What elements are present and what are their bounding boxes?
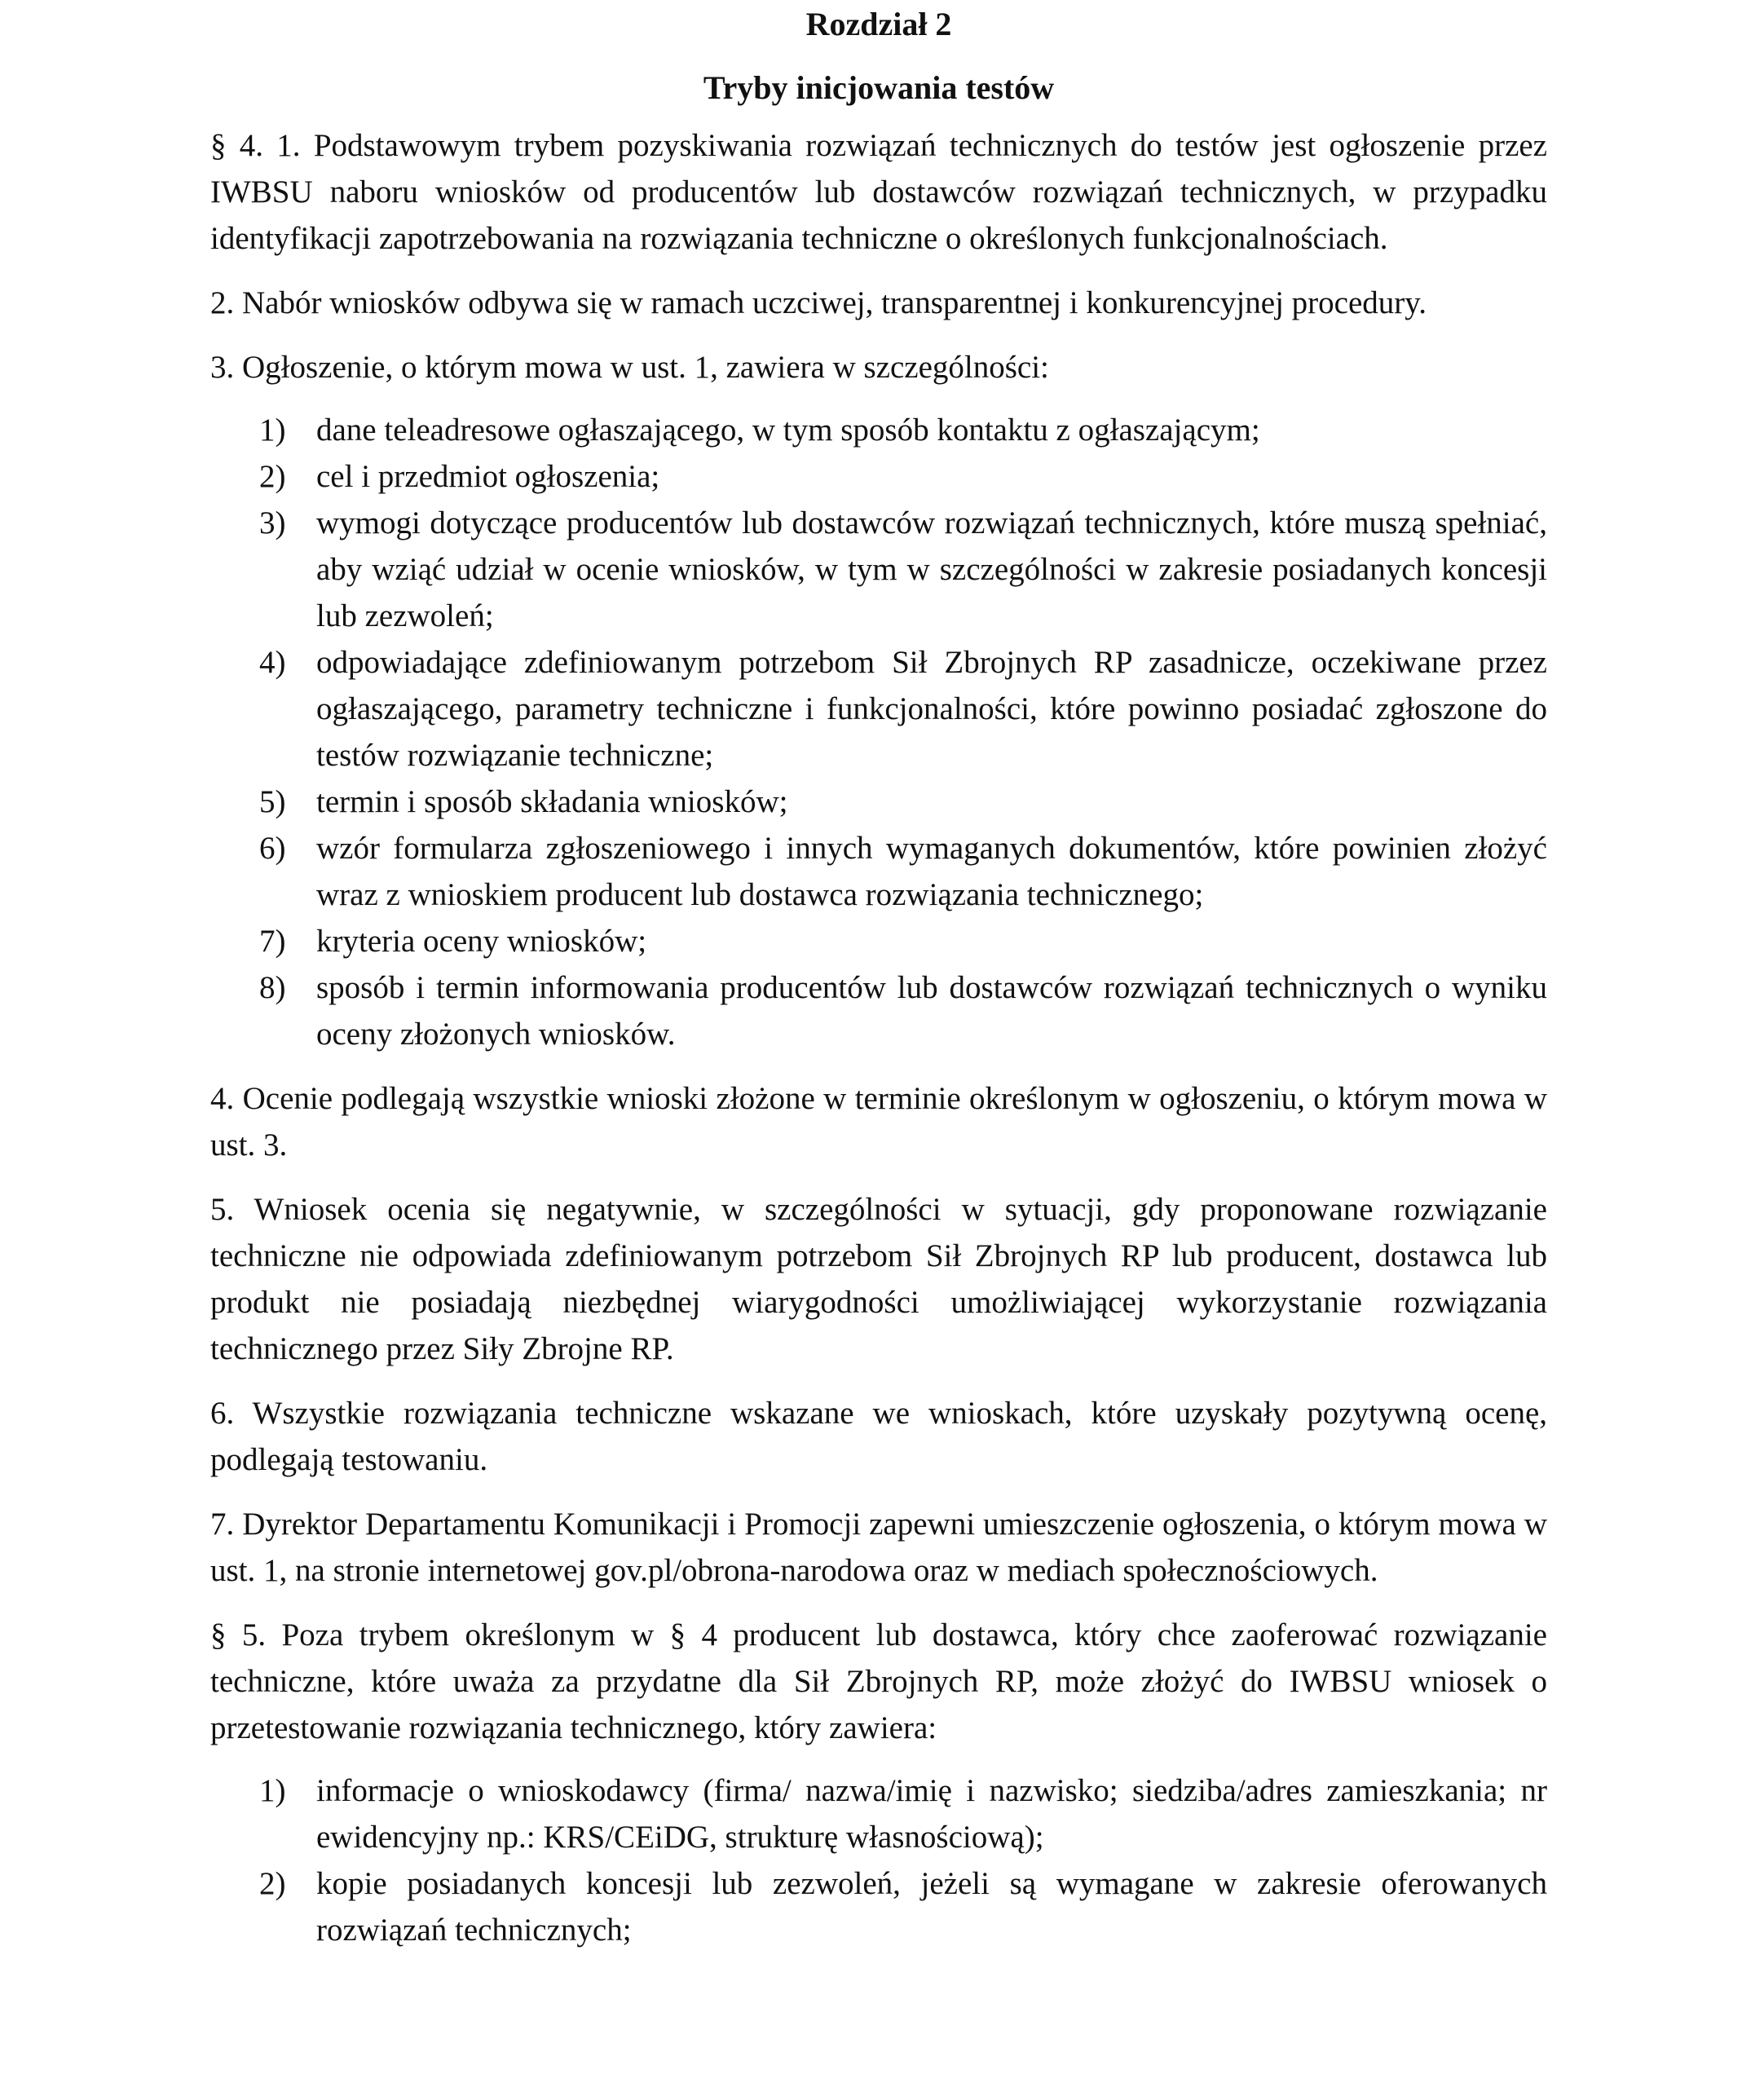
- list-item-text: wzór formularza zgłoszeniowego i innych wymaganych dokumentów, które powinien złożyć wraz z wnioskiem producent lub dostawca rozwiązania technicznego;: [316, 831, 1547, 912]
- document-page: [210, 0, 1547, 1971]
- section5-paragraph-1: § 5. Poza trybem określonym w § 4 producent lub dostawca, który chce zaoferować rozwiązanie techniczne, które uważa za przydatne dla Sił Zbrojnych RP, może złożyć do IWBSU wniosek o przetestowanie rozwiązania technicznego, który zawiera:: [210, 1617, 1547, 1745]
- list-item: [210, 453, 1547, 500]
- application-contents-list: [210, 1767, 1547, 1953]
- list-item: [210, 1767, 1547, 1860]
- list-item-text: sposób i termin informowania producentów lub dostawców rozwiązań technicznych o wyniku oceny złożonych wniosków.: [316, 970, 1547, 1052]
- list-item: [210, 779, 1547, 825]
- list-item: [210, 918, 1547, 964]
- list-item-number: 7): [259, 924, 286, 959]
- list-item-text: odpowiadające zdefiniowanym potrzebom Sił Zbrojnych RP zasadnicze, oczekiwane przez ogłaszającego, parametry techniczne i funkcjonalności, które powinno posiadać zgłoszone do testów rozwiązanie techniczne;: [316, 645, 1547, 773]
- list-item-text: kopie posiadanych koncesji lub zezwoleń, jeżeli są wymagane w zakresie oferowanych rozwiązań technicznych;: [316, 1866, 1547, 1948]
- list-item-number: 8): [259, 970, 286, 1005]
- section4-paragraph-3: 3. Ogłoszenie, o którym mowa w ust. 1, zawiera w szczególności:: [210, 350, 1049, 385]
- list-item-text: wymogi dotyczące producentów lub dostawców rozwiązań technicznych, które muszą spełniać, aby wziąć udział w ocenie wniosków, w tym w szczególności w zakresie posiadanych koncesji lub zezwoleń;: [316, 505, 1547, 633]
- list-item: [210, 825, 1547, 918]
- list-item-text: dane teleadresowe ogłaszającego, w tym sposób kontaktu z ogłaszającym;: [316, 413, 1260, 448]
- list-item: [210, 500, 1547, 639]
- list-item: [210, 964, 1547, 1057]
- list-item: [210, 407, 1547, 453]
- list-item-number: 5): [259, 784, 286, 819]
- announcement-contents-list: [210, 407, 1547, 1057]
- list-item-text: kryteria oceny wniosków;: [316, 924, 647, 959]
- chapter-title: Rozdział 2: [805, 6, 952, 42]
- list-item-text: cel i przedmiot ogłoszenia;: [316, 459, 660, 494]
- list-item: [210, 639, 1547, 779]
- list-item-text: termin i sposób składania wniosków;: [316, 784, 788, 819]
- list-item-number: 4): [259, 645, 286, 680]
- list-item: [210, 1860, 1547, 1953]
- chapter-subtitle: Tryby inicjowania testów: [703, 69, 1055, 106]
- section4-paragraph-4: 4. Ocenie podlegają wszystkie wnioski złożone w terminie określonym w ogłoszeniu, o którym mowa w ust. 3.: [210, 1081, 1547, 1163]
- list-item-number: 2): [259, 459, 286, 494]
- section4-paragraph-1: § 4. 1. Podstawowym trybem pozyskiwania rozwiązań technicznych do testów jest ogłoszenie przez IWBSU naboru wniosków od producentów lub dostawców rozwiązań technicznych, w przypadku identyfikacji zapotrzebowania na rozwiązania techniczne o określonych funkcjonalnościach.: [210, 128, 1547, 256]
- list-item-number: 6): [259, 831, 286, 866]
- list-item-number: 2): [259, 1866, 286, 1901]
- list-item-number: 1): [259, 1773, 286, 1808]
- section4-paragraph-2: 2. Nabór wniosków odbywa się w ramach uczciwej, transparentnej i konkurencyjnej procedury.: [210, 285, 1427, 320]
- list-item-number: 3): [259, 505, 286, 541]
- section4-paragraph-7: 7. Dyrektor Departamentu Komunikacji i Promocji zapewni umieszczenie ogłoszenia, o którym mowa w ust. 1, na stronie internetowej gov.pl/obrona-narodowa oraz w mediach społecznościowych.: [210, 1507, 1547, 1588]
- list-item-number: 1): [259, 413, 286, 448]
- section4-paragraph-5: 5. Wniosek ocenia się negatywnie, w szczególności w sytuacji, gdy proponowane rozwiązanie techniczne nie odpowiada zdefiniowanym potrzebom Sił Zbrojnych RP lub producent, dostawca lub produkt nie posiadają niezbędnej wiarygodności umożliwiającej wykorzystanie rozwiązania technicznego przez Siły Zbrojne RP.: [210, 1192, 1547, 1366]
- list-item-text: informacje o wnioskodawcy (firma/ nazwa/imię i nazwisko; siedziba/adres zamieszkania; nr ewidencyjny np.: KRS/CEiDG, strukturę własnościową);: [316, 1773, 1547, 1855]
- section4-paragraph-6: 6. Wszystkie rozwiązania techniczne wskazane we wnioskach, które uzyskały pozytywną ocenę, podlegają testowaniu.: [210, 1396, 1547, 1477]
